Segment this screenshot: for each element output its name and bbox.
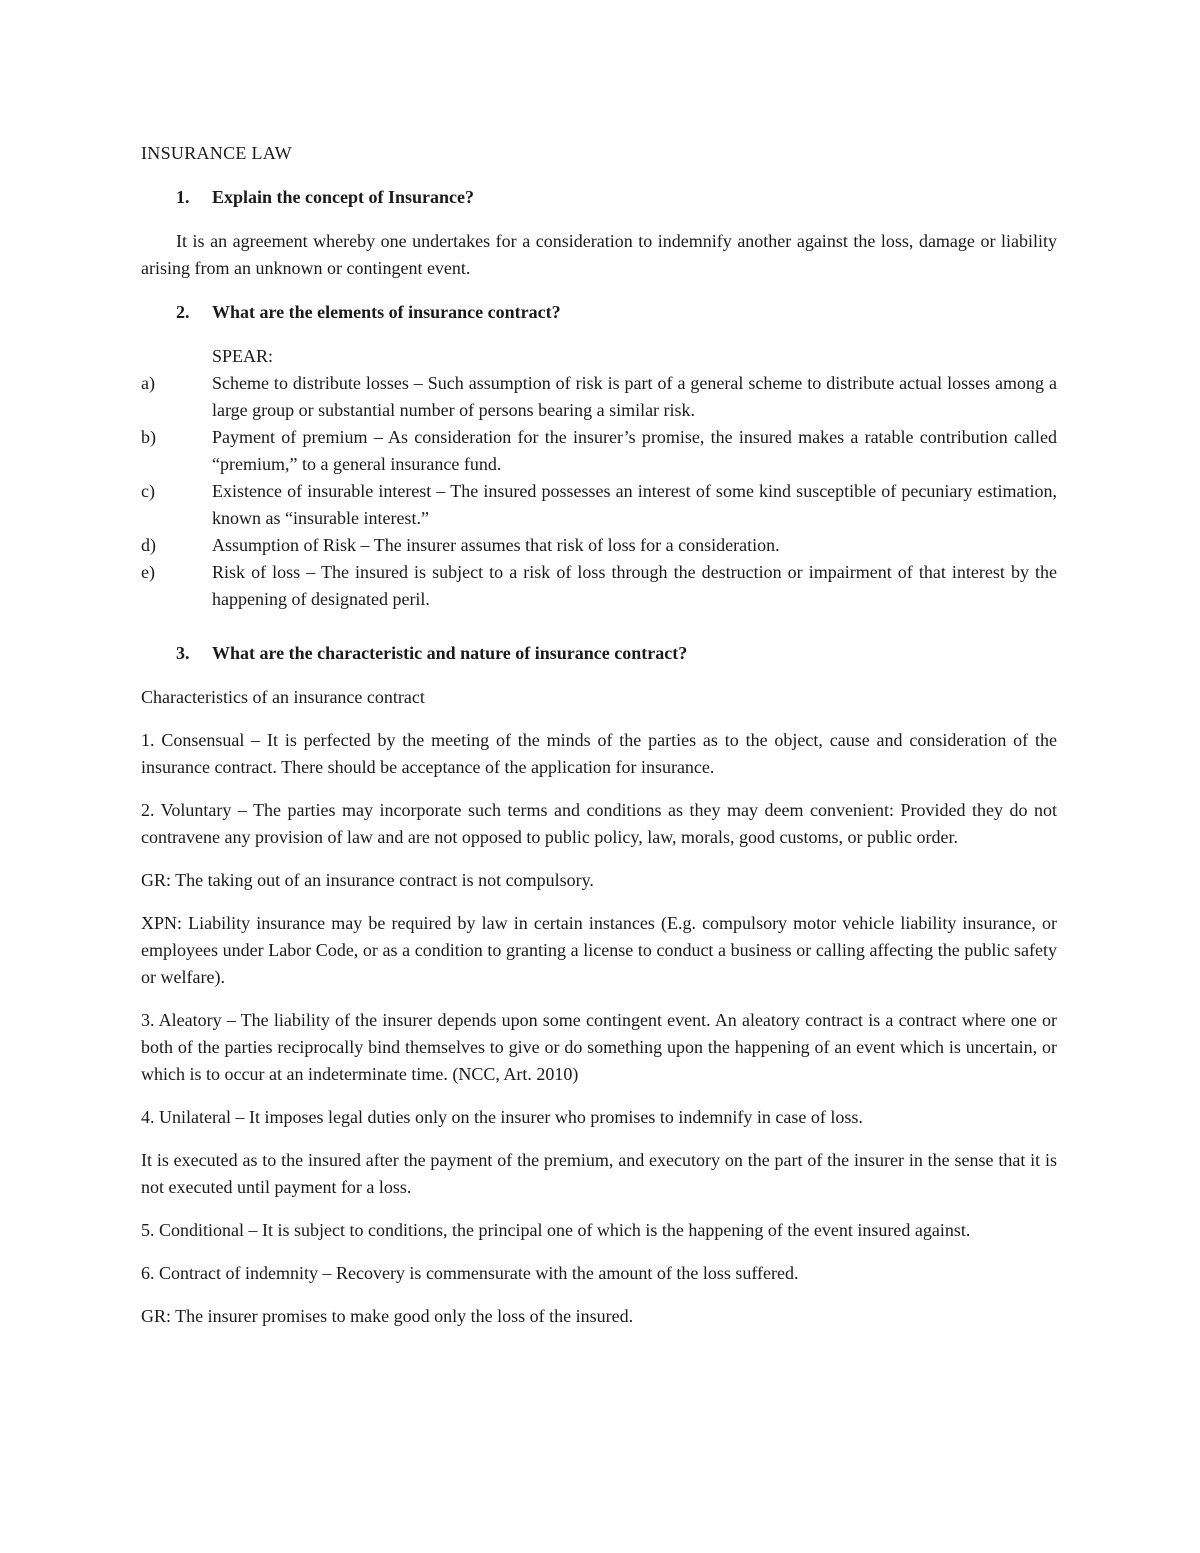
- list-marker: d): [141, 535, 156, 555]
- question-1: [141, 184, 1057, 211]
- list-marker: a): [141, 373, 155, 393]
- question-number: 1.: [176, 187, 190, 207]
- characteristic-voluntary: 2. Voluntary – The parties may incorporate such terms and conditions as they may deem convenient: Provided they do not contravene any provision of law and are not opposed to public policy, law, morals, good customs, or public order.: [141, 800, 1057, 847]
- section-subheading: Characteristics of an insurance contract: [141, 687, 425, 707]
- list-item-text: Payment of premium – As consideration for the insurer’s promise, the insured makes a ratable contribution called “premium,” to a general insurance fund.: [212, 427, 1057, 474]
- question-2: [141, 299, 1057, 326]
- characteristic-aleatory: 3. Aleatory – The liability of the insurer depends upon some contingent event. An aleatory contract is a contract where one or both of the parties reciprocally bind themselves to give or do something upon the happening of an event which is uncertain, or which is to occur at an indeterminate time. (NCC, Art. 2010): [141, 1010, 1057, 1084]
- question-text: What are the elements of insurance contract?: [212, 302, 561, 322]
- question-3: [141, 640, 1057, 667]
- list-item: [141, 370, 1057, 424]
- list-item: [141, 478, 1057, 532]
- list-item-text: Assumption of Risk – The insurer assumes that risk of loss for a consideration.: [212, 535, 780, 555]
- elements-list: [141, 370, 1057, 613]
- list-item-text: Risk of loss – The insured is subject to a risk of loss through the destruction or impairment of that interest by the happening of designated peril.: [212, 562, 1057, 609]
- list-marker: e): [141, 562, 155, 582]
- general-rule-paragraph: GR: The insurer promises to make good only the loss of the insured.: [141, 1306, 634, 1326]
- document-body: [141, 140, 1057, 1330]
- list-item-text: Scheme to distribute losses – Such assumption of risk is part of a general scheme to distribute actual losses among a large group or substantial number of persons bearing a similar risk.: [212, 373, 1057, 420]
- list-item: [141, 532, 1057, 559]
- characteristic-indemnity: 6. Contract of indemnity – Recovery is commensurate with the amount of the loss suffered.: [141, 1263, 799, 1283]
- characteristic-consensual: 1. Consensual – It is perfected by the meeting of the minds of the parties as to the object, cause and consideration of the insurance contract. There should be acceptance of the application for insurance.: [141, 730, 1057, 777]
- general-rule-paragraph: GR: The taking out of an insurance contract is not compulsory.: [141, 870, 594, 890]
- list-marker: b): [141, 427, 156, 447]
- exception-paragraph: XPN: Liability insurance may be required by law in certain instances (E.g. compulsory motor vehicle liability insurance, or employees under Labor Code, or as a condition to granting a license to conduct a business or calling affecting the public safety or welfare).: [141, 913, 1057, 987]
- unilateral-explanation: It is executed as to the insured after the payment of the premium, and executory on the part of the insurer in the sense that it is not executed until payment for a loss.: [141, 1150, 1057, 1197]
- answer-paragraph: It is an agreement whereby one undertakes for a consideration to indemnify another against the loss, damage or liability arising from an unknown or contingent event.: [141, 231, 1057, 278]
- question-number: 3.: [176, 643, 190, 663]
- list-item: [141, 559, 1057, 613]
- question-text: What are the characteristic and nature of insurance contract?: [212, 643, 688, 663]
- list-marker: c): [141, 481, 155, 501]
- mnemonic-label: SPEAR:: [212, 346, 274, 366]
- characteristic-unilateral: 4. Unilateral – It imposes legal duties only on the insurer who promises to indemnify in case of loss.: [141, 1107, 863, 1127]
- list-item-text: Existence of insurable interest – The insured possesses an interest of some kind susceptible of pecuniary estimation, known as “insurable interest.”: [212, 481, 1057, 528]
- question-text: Explain the concept of Insurance?: [212, 187, 475, 207]
- characteristic-conditional: 5. Conditional – It is subject to conditions, the principal one of which is the happening of the event insured against.: [141, 1220, 971, 1240]
- list-item: [141, 424, 1057, 478]
- question-number: 2.: [176, 302, 190, 322]
- document-title: INSURANCE LAW: [141, 143, 292, 163]
